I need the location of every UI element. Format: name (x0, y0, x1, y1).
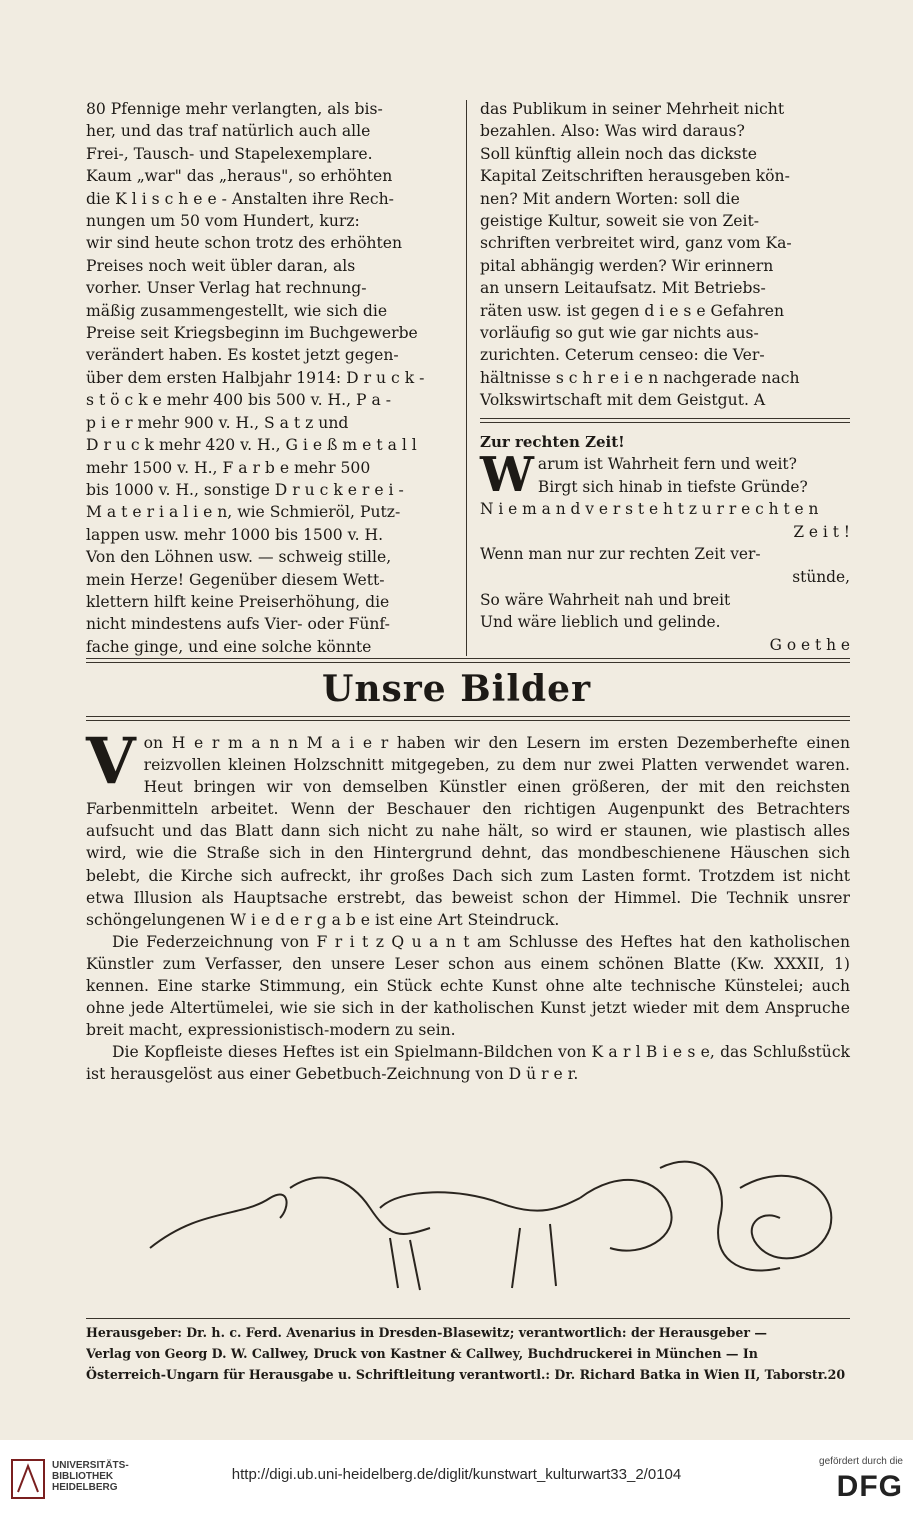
right-line: hältnisse s c h r e i e n nachgerade nach (480, 368, 800, 387)
ornament-lion-legs (390, 1224, 556, 1290)
left-line: bis 1000 v. H., sonstige D r u c k e r e i - (86, 480, 404, 499)
poem-line: Und wäre lieblich und gelinde. (480, 613, 721, 632)
poem-line: Z e i t ! (793, 522, 850, 541)
right-line: nen? Mit andern Worten: soll die (480, 189, 740, 208)
right-line: zurichten. Ceterum censeo: die Ver- (480, 346, 765, 365)
section-title: Unsre Bilder (321, 668, 592, 710)
section-dropcap: V (86, 724, 136, 799)
left-line: mäßig zusammengestellt, wie sich die (86, 301, 388, 320)
section-top-rule-thin (86, 662, 850, 663)
imprint-line: Österreich-Ungarn für Herausgabe u. Schriftleitung verantwortl.: Dr. Richard Batka in Wien II, Taborstr.20 (86, 1367, 846, 1382)
right-line: bezahlen. Also: Was wird daraus? (480, 122, 745, 141)
section-paragraph-text: on H e r m a n n M a i e r haben wir den Lesern im ersten Dezemberhefte einen reizvollen kleinen Holzschnitt mitgegeben, zu dem nur zwei Platten verwendet waren. Heut bringen wir von demselben Künstler einen größeren, der mit den reichsten Farbenmitteln arbeitet. Wenn der Beschauer den richtigen Augenpunkt des Betrachters aufsucht und das Blatt dann sich nicht zu nahe hält, so wird er staunen, wie plastisch alles wird, wie die Straße sich in den Hintergrund dehnt, das mondbeschienene Häuschen sich belebt, die Kirche sich aufreckt, ihr großes Dach sich zum Lasten formt. Trotzdem ist nicht etwa Illusion als Hauptsache erstrebt, das beweist schon der Himmel. Die Technik unsrer schöngelungenen W i e d e r g a b e ist eine Art Steindruck. (86, 734, 850, 929)
right-line: Kapital Zeitschriften herausgeben kön- (480, 167, 790, 186)
section-top-rule (86, 658, 850, 659)
poem-author: G o e t h e (769, 635, 850, 654)
poem-line: arum ist Wahrheit fern und weit? (537, 455, 797, 474)
permalink-url[interactable]: http://digi.ub.uni-heidelberg.de/diglit/kunstwart_kulturwart33_2/0104 (231, 1466, 682, 1483)
left-line: D r u c k mehr 420 v. H., G i e ß m e t a l l (86, 436, 417, 455)
poem-line: Birgt sich hinab in tiefste Gründe? (537, 477, 808, 496)
left-line: fache ginge, und eine solche könnte (86, 637, 372, 656)
right-line: Volkswirtschaft mit dem Geistgut. A (480, 391, 766, 410)
right-line: schriften verbreitet wird, ganz vom Ka- (480, 234, 792, 253)
left-line: klettern hilft keine Preiserhöhung, die (86, 592, 390, 611)
poem-line: N i e m a n d v e r s t e h t z u r r e c h t e n (480, 500, 819, 519)
section-paragraph: Die Federzeichnung von F r i t z Q u a n t am Schlusse des Heftes hat den katholischen Künstler zum Verfasser, den unsere Leser schon aus einem schönen Blatte (Kw. XXXII, 1) kennen. Eine starke Stimmung, ein Stück echte Kunst ohne alte technische Künstelei; auch ohne jede Altertümelei, wie sie sich in der katholischen Kunst jetzt wieder mit dem Anspruche breit macht, expressionistisch-modern zu sein. (86, 932, 850, 1040)
section-body (86, 724, 850, 1086)
poem-dropcap: W (480, 447, 534, 504)
imprint-line: Herausgeber: Dr. h. c. Ferd. Avenarius in Dresden-Blasewitz; verantwortlich: der Herausgeber — (86, 1325, 767, 1340)
left-line: mehr 1500 v. H., F a r b e mehr 500 (86, 458, 371, 477)
left-line: über dem ersten Halbjahr 1914: D r u c k - (86, 368, 425, 387)
right-line: Soll künftig allein noch das dickste (480, 144, 758, 163)
section-title-rule (86, 716, 850, 717)
right-line: an unsern Leitaufsatz. Mit Betriebs- (480, 279, 766, 298)
right-line: vorläufig so gut wie gar nichts aus- (480, 324, 759, 343)
right-line: das Publikum in seiner Mehrheit nicht (480, 100, 785, 118)
left-line: Kaum „war" das „heraus", so erhöhten (86, 167, 393, 186)
left-line: p i e r mehr 900 v. H., S a t z und (86, 413, 349, 432)
dfg-logo: DFG (836, 1470, 903, 1503)
left-line: die K l i s c h e e - Anstalten ihre Rech- (86, 189, 394, 208)
ornament-mane (290, 1178, 430, 1234)
left-line: Preises noch weit übler daran, als (86, 256, 356, 275)
poem (480, 447, 850, 656)
imprint (86, 1322, 850, 1385)
left-line: nungen um 50 vom Hundert, kurz: (86, 212, 360, 231)
left-line: her, und das traf natürlich auch alle (86, 122, 371, 141)
viewer-footer (0, 1440, 913, 1513)
imprint-line: Verlag von Georg D. W. Callwey, Druck von Kastner & Callwey, Buchdruckerei in München — In (86, 1346, 758, 1361)
ornament-scroll-middle (580, 1180, 672, 1251)
poem-line: stünde, (792, 568, 850, 587)
poem-line: So wäre Wahrheit nah und breit (480, 590, 731, 609)
left-line: 80 Pfennige mehr verlangten, als bis- (86, 100, 383, 118)
poem-line: Wenn man nur zur rechten Zeit ver- (480, 545, 761, 564)
left-line: s t ö c k e mehr 400 bis 500 v. H., P a - (86, 391, 391, 410)
column-divider (466, 100, 467, 656)
library-name-line: HEIDELBERG (52, 1482, 118, 1493)
left-line: vorher. Unser Verlag hat rechnung- (86, 279, 367, 298)
left-line: verändert haben. Es kostet jetzt gegen- (86, 346, 399, 365)
right-line: geistige Kultur, soweit sie von Zeit- (480, 212, 760, 231)
funding-note: gefördert durch die (819, 1456, 903, 1467)
left-line: M a t e r i a l i e n, wie Schmieröl, Putz- (86, 503, 401, 522)
right-column (480, 98, 850, 656)
left-line: wir sind heute schon trotz des erhöhten (86, 234, 403, 253)
library-name-line: UNIVERSITÄTS- (52, 1460, 129, 1471)
left-line: lappen usw. mehr 1000 bis 1500 v. H. (86, 525, 384, 544)
section-paragraph: Die Kopfleiste dieses Heftes ist ein Spielmann-Bildchen von K a r l B i e s e, das Schlußstück ist herausgelöst aus einer Gebetbuch-Zeichnung von D ü r e r. (86, 1043, 850, 1084)
poem-title: Zur rechten Zeit! (480, 432, 625, 451)
imprint-rule (86, 1318, 850, 1319)
right-line: pital abhängig werden? Wir erinnern (480, 256, 774, 275)
left-line: Preise seit Kriegsbeginn im Buchgewerbe (86, 324, 418, 343)
right-line: räten usw. ist gegen d i e s e Gefahren (480, 301, 785, 320)
library-name-line: BIBLIOTHEK (52, 1471, 114, 1482)
ornament-scroll-end (740, 1176, 831, 1259)
left-line: Von den Löhnen usw. — schweig stille, (86, 548, 392, 567)
poem-top-rule (480, 418, 850, 423)
lion-ornament-illustration (140, 1148, 850, 1318)
section-title-rule-thin (86, 720, 850, 721)
section-paragraph (86, 724, 850, 931)
ornament-tail-scroll (150, 1195, 287, 1248)
left-line: Frei-, Tausch- und Stapelexemplare. (86, 144, 373, 163)
ornament-lion-back (380, 1192, 580, 1210)
left-line: nicht mindestens aufs Vier- oder Fünf- (86, 615, 390, 634)
left-column (86, 98, 456, 658)
left-line: mein Herze! Gegenüber diesem Wett- (86, 570, 385, 589)
